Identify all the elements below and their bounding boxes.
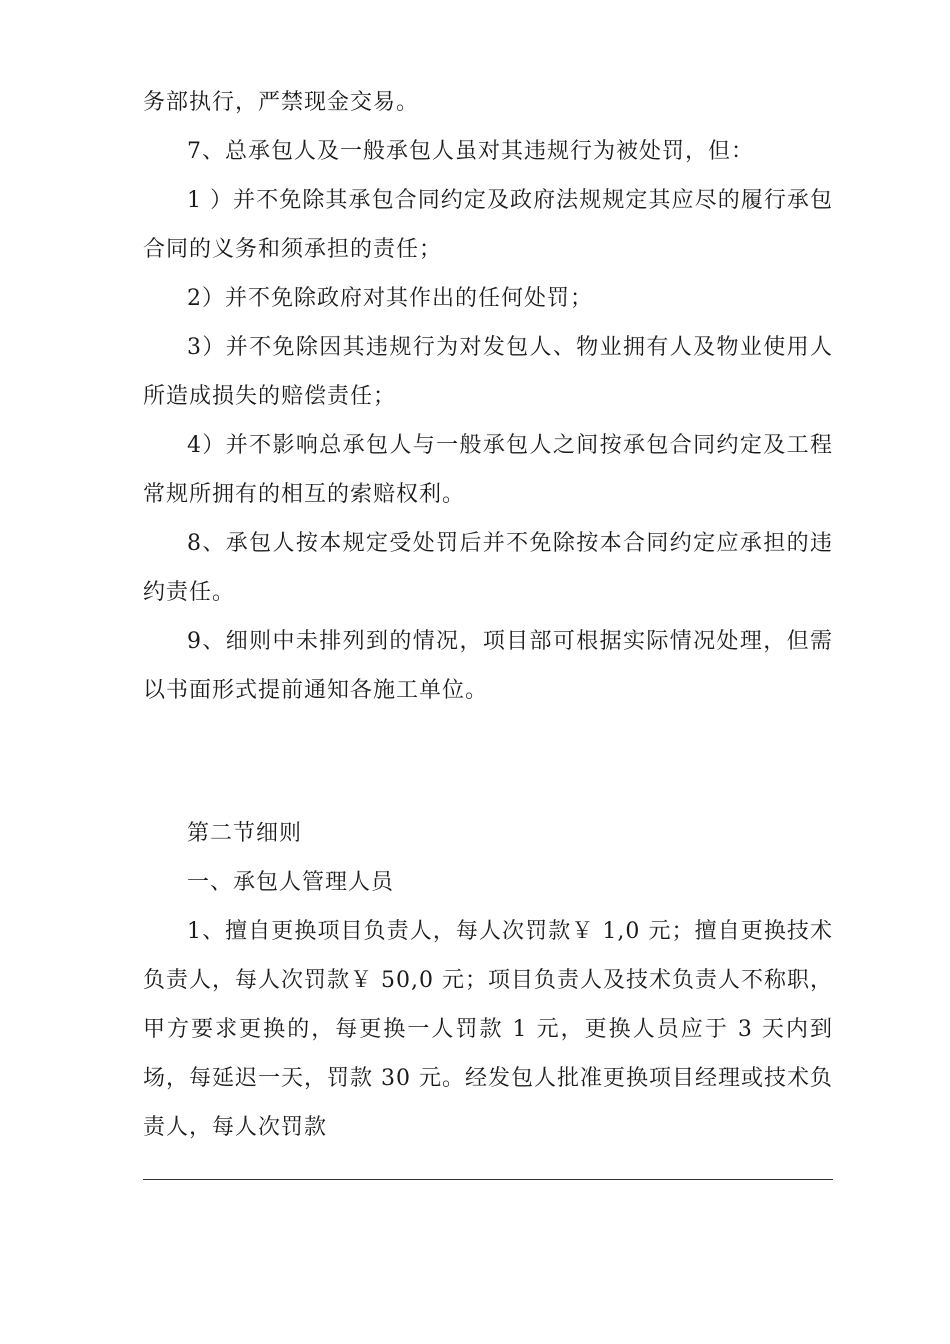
paragraph-item-7: 7、总承包人及一般承包人虽对其违规行为被处罚，但： — [187, 139, 754, 164]
paragraph-item-8: 8、承包人按本规定受处罚后并不免除按本合同约定应承担的违约责任。 — [143, 531, 833, 605]
footer-divider — [143, 1179, 833, 1180]
paragraph-item-9: 9、细则中未排列到的情况，项目部可根据实际情况处理，但需以书面形式提前通知各施工单位。 — [143, 629, 833, 703]
document-page — [143, 78, 833, 1152]
paragraph-rule-1: 1、擅自更换项目负责人，每人次罚款￥ 1,0 元；擅自更换技术负责人，每人次罚款￥ 50,0 元；项目负责人及技术负责人不称职，甲方要求更换的，每更换一人罚款 1 元，更换人员应于 3 天内到场，每延迟一天，罚款 30 元。经发包人批准更换项目经理或技术负责人，每人次罚款 — [143, 919, 833, 1140]
subsection-title: 一、承包人管理人员 — [187, 870, 395, 895]
paragraph-item-7-2: 2）并不免除政府对其作出的任何处罚； — [187, 286, 593, 311]
section-title: 第二节细则 — [187, 821, 303, 846]
paragraph-item-7-4: 4）并不影响总承包人与一般承包人之间按承包合同约定及工程常规所拥有的相互的索赔权利。 — [143, 433, 833, 507]
paragraph-item-7-1: 1 ）并不免除其承包合同约定及政府法规规定其应尽的履行承包合同的义务和须承担的责任； — [143, 188, 833, 262]
section-spacer — [143, 715, 833, 809]
paragraph-continuation: 务部执行，严禁现金交易。 — [143, 90, 420, 115]
paragraph-item-7-3: 3）并不免除因其违规行为对发包人、物业拥有人及物业使用人所造成损失的赔偿责任； — [143, 335, 833, 409]
